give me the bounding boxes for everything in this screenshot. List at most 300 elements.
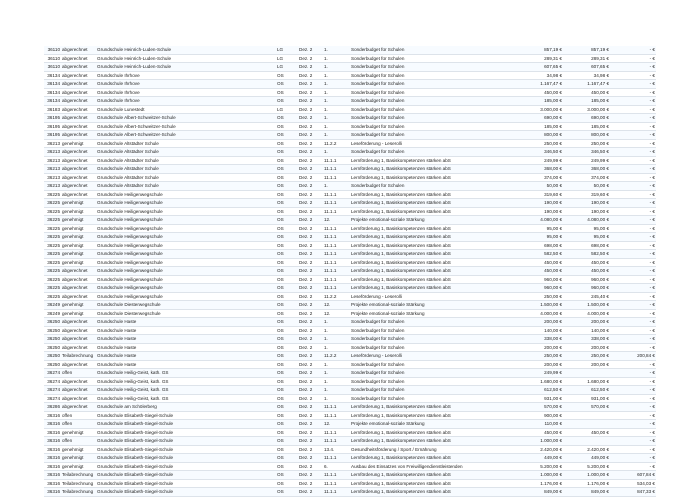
id-cell: 36225 (44, 233, 61, 242)
open-cell: - € (610, 250, 656, 259)
approved-cell: 185,00 € (563, 97, 610, 106)
amount-cell: 346,50 € (515, 148, 563, 157)
type-cell: OS (276, 114, 298, 123)
type-cell: LG (276, 54, 298, 63)
description-cell: Sonderbudget für Schulen (350, 71, 515, 80)
open-cell: - € (610, 403, 656, 412)
table-row (44, 454, 656, 463)
date-cell: Dez. 2 (298, 233, 323, 242)
amount-cell: 250,00 € (515, 352, 563, 361)
approved-cell: 250,00 € (563, 139, 610, 148)
code-cell: 11.1.1 (323, 471, 350, 480)
type-cell: OS (276, 250, 298, 259)
open-cell: - € (610, 114, 656, 123)
school-cell: Grundschule Ihrhove (96, 71, 276, 80)
table-row (44, 292, 656, 301)
type-cell: OS (276, 241, 298, 250)
status-cell: genehmigt (61, 139, 96, 148)
status-cell: offen (61, 437, 96, 446)
type-cell: OS (276, 454, 298, 463)
amount-cell: 140,00 € (515, 326, 563, 335)
approved-cell: 374,00 € (563, 173, 610, 182)
school-cell: Grundschule Albert-Schweitzer-Schule (96, 131, 276, 140)
table-row (44, 471, 656, 480)
status-cell: abgerechnet (61, 54, 96, 63)
status-cell: abgerechnet (61, 403, 96, 412)
table-row (44, 88, 656, 97)
open-cell: - € (610, 394, 656, 403)
id-cell: 36274 (44, 369, 61, 378)
description-cell: Sonderbudget für Schulen (350, 386, 515, 395)
table-row (44, 46, 656, 54)
school-cell: Grundschule Heilig-Geist, kath. GS (96, 394, 276, 403)
table-row (44, 156, 656, 165)
description-cell: Lernförderung 1, Basiskompetenzen stärken abS (350, 428, 515, 437)
open-cell: - € (610, 97, 656, 106)
school-cell: Grundschule Ihrhove (96, 80, 276, 89)
description-cell: Lernförderung 1, Basiskompetenzen stärken abS (350, 241, 515, 250)
type-cell: OS (276, 216, 298, 225)
amount-cell: 698,00 € (515, 241, 563, 250)
open-cell: - € (610, 335, 656, 344)
status-cell: abgerechnet (61, 182, 96, 191)
type-cell: OS (276, 284, 298, 293)
school-cell: Grundschule Haste (96, 343, 276, 352)
code-cell: 1. (323, 46, 350, 54)
table-row (44, 233, 656, 242)
type-cell: OS (276, 292, 298, 301)
date-cell: Dez. 2 (298, 80, 323, 89)
description-cell: Projekte emotional-soziale Stärkung (350, 216, 515, 225)
table-row (44, 97, 656, 106)
amount-cell: 450,00 € (515, 267, 563, 276)
approved-cell: 960,00 € (563, 284, 610, 293)
open-cell: - € (610, 182, 656, 191)
open-cell: - € (610, 148, 656, 157)
status-cell: offen (61, 369, 96, 378)
amount-cell: 50,00 € (515, 182, 563, 191)
school-cell: Grundschule am Schölerberg (96, 403, 276, 412)
table-row (44, 352, 656, 361)
date-cell: Dez. 2 (298, 173, 323, 182)
table-row (44, 63, 656, 72)
code-cell: 11.2.2 (323, 352, 350, 361)
code-cell: 1. (323, 114, 350, 123)
school-cell: Grundschule Heinrich-Luden-Schule (96, 54, 276, 63)
date-cell: Dez. 2 (298, 394, 323, 403)
code-cell: 12. (323, 216, 350, 225)
type-cell: OS (276, 309, 298, 318)
type-cell: OS (276, 207, 298, 216)
date-cell: Dez. 2 (298, 131, 323, 140)
code-cell: 6. (323, 462, 350, 471)
code-cell: 1. (323, 326, 350, 335)
approved-cell: 450,00 € (563, 88, 610, 97)
description-cell: Lernförderung 1, Basiskompetenzen stärken abS (350, 275, 515, 284)
code-cell: 1. (323, 122, 350, 131)
code-cell: 1. (323, 88, 350, 97)
code-cell: 13.4. (323, 445, 350, 454)
date-cell: Dez. 2 (298, 403, 323, 412)
table-row (44, 71, 656, 80)
id-cell: 36134 (44, 71, 61, 80)
school-cell: Grundschule Elisabeth-Siegel-Schule (96, 488, 276, 497)
type-cell: OS (276, 352, 298, 361)
description-cell: Lernförderung 1, Basiskompetenzen stärken abS (350, 267, 515, 276)
description-cell: Lernförderung 1, Basiskompetenzen stärken abS (350, 233, 515, 242)
code-cell: 1. (323, 182, 350, 191)
open-cell: - € (610, 54, 656, 63)
status-cell: abgerechnet (61, 284, 96, 293)
id-cell: 36250 (44, 326, 61, 335)
id-cell: 36225 (44, 250, 61, 259)
amount-cell: 582,50 € (515, 250, 563, 259)
status-cell: genehmigt (61, 428, 96, 437)
amount-cell: 190,00 € (515, 207, 563, 216)
open-cell: 200,84 € (610, 352, 656, 361)
school-cell: Grundschule Elisabeth-Siegel-Schule (96, 437, 276, 446)
description-cell: Lernförderung 1, Basiskompetenzen stärken abS (350, 488, 515, 497)
table-row (44, 80, 656, 89)
status-cell: abgerechnet (61, 292, 96, 301)
code-cell: 1. (323, 131, 350, 140)
type-cell: OS (276, 224, 298, 233)
id-cell: 36213 (44, 173, 61, 182)
status-cell: Teilabrechnung (61, 479, 96, 488)
school-cell: Grundschule Heiligenwegschule (96, 250, 276, 259)
description-cell: Sonderbudget für Schulen (350, 114, 515, 123)
code-cell: 1. (323, 54, 350, 63)
id-cell: 36250 (44, 318, 61, 327)
status-cell: abgerechnet (61, 267, 96, 276)
type-cell: OS (276, 199, 298, 208)
amount-cell: 450,00 € (515, 428, 563, 437)
school-cell: Grundschule Heiligenwegschule (96, 292, 276, 301)
code-cell: 11.1.1 (323, 454, 350, 463)
id-cell: 36213 (44, 182, 61, 191)
school-cell: Grundschule Altstädter Schule (96, 139, 276, 148)
code-cell: 11.2.2 (323, 292, 350, 301)
type-cell: OS (276, 122, 298, 131)
school-cell: Grundschule Heiligenwegschule (96, 199, 276, 208)
school-cell: Grundschule Haste (96, 326, 276, 335)
code-cell: 1. (323, 80, 350, 89)
table-row (44, 190, 656, 199)
approved-cell: 245,40 € (563, 292, 610, 301)
type-cell: OS (276, 428, 298, 437)
open-cell: - € (610, 224, 656, 233)
type-cell: OS (276, 343, 298, 352)
description-cell: Projekte emotional-soziale Stärkung (350, 420, 515, 429)
school-cell: Grundschule Elisabeth-Siegel-Schule (96, 462, 276, 471)
id-cell: 36225 (44, 207, 61, 216)
date-cell: Dez. 2 (298, 369, 323, 378)
id-cell: 36225 (44, 199, 61, 208)
code-cell: 11.1.1 (323, 224, 350, 233)
date-cell: Dez. 2 (298, 54, 323, 63)
code-cell: 11.1.1 (323, 250, 350, 259)
id-cell: 36225 (44, 224, 61, 233)
status-cell: abgerechnet (61, 97, 96, 106)
type-cell: OS (276, 437, 298, 446)
type-cell: OS (276, 488, 298, 497)
status-cell: abgerechnet (61, 394, 96, 403)
open-cell: - € (610, 377, 656, 386)
description-cell: Leseförderung - Leserolli (350, 352, 515, 361)
type-cell: OS (276, 394, 298, 403)
school-cell: Grundschule Heiligenwegschule (96, 241, 276, 250)
date-cell: Dez. 2 (298, 301, 323, 310)
open-cell: - € (610, 411, 656, 420)
amount-cell: 857,19 € (515, 46, 563, 54)
description-cell: Leseförderung - Leserolli (350, 292, 515, 301)
code-cell: 11.1.1 (323, 479, 350, 488)
date-cell: Dez. 2 (298, 454, 323, 463)
id-cell: 36134 (44, 80, 61, 89)
table-row (44, 131, 656, 140)
type-cell: OS (276, 445, 298, 454)
id-cell: 36213 (44, 139, 61, 148)
type-cell: OS (276, 369, 298, 378)
school-cell: Grundschule Albert-Schweitzer-Schule (96, 114, 276, 123)
description-cell: Lernförderung 1, Basiskompetenzen stärken abS (350, 190, 515, 199)
code-cell: 11.1.1 (323, 275, 350, 284)
date-cell: Dez. 2 (298, 139, 323, 148)
open-cell: - € (610, 309, 656, 318)
amount-cell: 185,00 € (515, 97, 563, 106)
date-cell: Dez. 2 (298, 63, 323, 72)
approved-cell: 449,00 € (563, 454, 610, 463)
open-cell: - € (610, 173, 656, 182)
table-row (44, 369, 656, 378)
approved-cell: 289,31 € (563, 54, 610, 63)
description-cell: Gesundheitsförderung / Sport / Ernährung (350, 445, 515, 454)
table-row (44, 258, 656, 267)
approved-cell: 3.000,00 € (563, 105, 610, 114)
description-cell: Sonderbudget für Schulen (350, 394, 515, 403)
amount-cell: 374,00 € (515, 173, 563, 182)
open-cell: - € (610, 105, 656, 114)
school-cell: Grundschule Haste (96, 360, 276, 369)
code-cell: 12. (323, 309, 350, 318)
table-row (44, 122, 656, 131)
date-cell: Dez. 2 (298, 386, 323, 395)
type-cell: OS (276, 233, 298, 242)
approved-cell: 570,00 € (563, 403, 610, 412)
open-cell: - € (610, 139, 656, 148)
status-cell: genehmigt (61, 309, 96, 318)
table-row (44, 224, 656, 233)
id-cell: 36134 (44, 97, 61, 106)
code-cell: 11.1.1 (323, 267, 350, 276)
table-row (44, 182, 656, 191)
date-cell: Dez. 2 (298, 71, 323, 80)
school-cell: Grundschule Heiligenwegschule (96, 275, 276, 284)
status-cell: abgerechnet (61, 318, 96, 327)
amount-cell: 2.420,00 € (515, 445, 563, 454)
id-cell: 36183 (44, 105, 61, 114)
id-cell: 36225 (44, 258, 61, 267)
approved-cell: 140,00 € (563, 326, 610, 335)
type-cell: OS (276, 190, 298, 199)
type-cell: LG (276, 63, 298, 72)
school-cell: Grundschule Heiligenwegschule (96, 258, 276, 267)
funding-table (44, 46, 656, 497)
status-cell: abgerechnet (61, 148, 96, 157)
approved-cell: 50,00 € (563, 182, 610, 191)
status-cell: Teilabrechnung (61, 352, 96, 361)
date-cell: Dez. 2 (298, 479, 323, 488)
description-cell: Sonderbudget für Schulen (350, 369, 515, 378)
id-cell: 36195 (44, 131, 61, 140)
date-cell: Dez. 2 (298, 445, 323, 454)
description-cell: Sonderbudget für Schulen (350, 326, 515, 335)
school-cell: Grundschule Heinrich-Luden-Schule (96, 63, 276, 72)
approved-cell: 4.000,00 € (563, 309, 610, 318)
date-cell: Dez. 2 (298, 309, 323, 318)
status-cell: offen (61, 411, 96, 420)
approved-cell: 34,98 € (563, 71, 610, 80)
status-cell: genehmigt (61, 241, 96, 250)
id-cell: 36250 (44, 343, 61, 352)
status-cell: abgerechnet (61, 105, 96, 114)
open-cell: - € (610, 275, 656, 284)
id-cell: 36249 (44, 309, 61, 318)
code-cell: 1. (323, 318, 350, 327)
type-cell: OS (276, 411, 298, 420)
status-cell: genehmigt (61, 224, 96, 233)
type-cell: LG (276, 46, 298, 54)
open-cell: - € (610, 216, 656, 225)
status-cell: abgerechnet (61, 63, 96, 72)
description-cell: Sonderbudget für Schulen (350, 46, 515, 54)
amount-cell: 849,00 € (515, 488, 563, 497)
date-cell: Dez. 2 (298, 148, 323, 157)
table-row (44, 207, 656, 216)
open-cell: - € (610, 428, 656, 437)
table-row (44, 250, 656, 259)
amount-cell: 3.000,00 € (515, 105, 563, 114)
type-cell: OS (276, 471, 298, 480)
open-cell: - € (610, 454, 656, 463)
code-cell: 11.1.1 (323, 488, 350, 497)
amount-cell: 4.000,00 € (515, 309, 563, 318)
table-row (44, 377, 656, 386)
status-cell: abgerechnet (61, 386, 96, 395)
type-cell: OS (276, 156, 298, 165)
description-cell: Sonderbudget für Schulen (350, 122, 515, 131)
approved-cell (563, 369, 610, 378)
open-cell: 607,84 € (610, 471, 656, 480)
date-cell: Dez. 2 (298, 326, 323, 335)
approved-cell (563, 411, 610, 420)
approved-cell: 95,00 € (563, 224, 610, 233)
approved-cell: 4.080,00 € (563, 216, 610, 225)
table-row (44, 165, 656, 174)
status-cell: offen (61, 420, 96, 429)
school-cell: Grundschule Altstädter Schule (96, 182, 276, 191)
code-cell: 11.1.1 (323, 190, 350, 199)
open-cell: - € (610, 292, 656, 301)
status-cell: abgerechnet (61, 165, 96, 174)
school-cell: Grundschule Heilig-Geist, kath. GS (96, 377, 276, 386)
school-cell: Grundschule Lunestedt (96, 105, 276, 114)
approved-cell: 1.500,00 € (563, 301, 610, 310)
open-cell: - € (610, 233, 656, 242)
amount-cell: 931,00 € (515, 394, 563, 403)
description-cell: Sonderbudget für Schulen (350, 360, 515, 369)
date-cell: Dez. 2 (298, 292, 323, 301)
id-cell: 36225 (44, 284, 61, 293)
id-cell: 36316 (44, 471, 61, 480)
description-cell: Lernförderung 1, Basiskompetenzen stärken abS (350, 437, 515, 446)
code-cell: 1. (323, 63, 350, 72)
table-row (44, 335, 656, 344)
school-cell: Grundschule Elisabeth-Siegel-Schule (96, 420, 276, 429)
status-cell: abgerechnet (61, 46, 96, 54)
amount-cell: 450,00 € (515, 258, 563, 267)
amount-cell: 690,00 € (515, 114, 563, 123)
open-cell: - € (610, 360, 656, 369)
id-cell: 36316 (44, 437, 61, 446)
school-cell: Grundschule Ihrhove (96, 88, 276, 97)
status-cell: abgerechnet (61, 71, 96, 80)
table-row (44, 462, 656, 471)
approved-cell: 368,00 € (563, 165, 610, 174)
id-cell: 36316 (44, 479, 61, 488)
id-cell: 36316 (44, 488, 61, 497)
amount-cell: 185,00 € (515, 122, 563, 131)
status-cell: genehmigt (61, 301, 96, 310)
date-cell: Dez. 2 (298, 275, 323, 284)
id-cell: 36225 (44, 275, 61, 284)
table-row (44, 173, 656, 182)
school-cell: Grundschule Elisabeth-Siegel-Schule (96, 428, 276, 437)
date-cell: Dez. 2 (298, 156, 323, 165)
table-row (44, 343, 656, 352)
status-cell: abgerechnet (61, 335, 96, 344)
approved-cell: 698,00 € (563, 241, 610, 250)
amount-cell: 1.000,00 € (515, 471, 563, 480)
open-cell: - € (610, 420, 656, 429)
description-cell: Lernförderung 1, Basiskompetenzen stärken abS (350, 411, 515, 420)
status-cell: abgerechnet (61, 326, 96, 335)
date-cell: Dez. 2 (298, 428, 323, 437)
spreadsheet-page (44, 46, 656, 497)
type-cell: OS (276, 165, 298, 174)
open-cell: - € (610, 165, 656, 174)
approved-cell: 931,00 € (563, 394, 610, 403)
description-cell: Lernförderung 1, Basiskompetenzen stärken abS (350, 207, 515, 216)
amount-cell: 95,00 € (515, 224, 563, 233)
type-cell: OS (276, 148, 298, 157)
date-cell: Dez. 2 (298, 182, 323, 191)
description-cell: Sonderbudget für Schulen (350, 318, 515, 327)
approved-cell: 190,00 € (563, 207, 610, 216)
school-cell: Grundschule Elisabeth-Siegel-Schule (96, 411, 276, 420)
status-cell: genehmigt (61, 233, 96, 242)
amount-cell: 289,31 € (515, 54, 563, 63)
amount-cell: 449,00 € (515, 454, 563, 463)
approved-cell: 338,00 € (563, 335, 610, 344)
description-cell: Sonderbudget für Schulen (350, 343, 515, 352)
school-cell: Grundschule Heiligenwegschule (96, 284, 276, 293)
open-cell: - € (610, 63, 656, 72)
id-cell: 36213 (44, 165, 61, 174)
amount-cell: 319,60 € (515, 190, 563, 199)
school-cell: Grundschule Heiligenwegschule (96, 233, 276, 242)
approved-cell: 190,00 € (563, 199, 610, 208)
